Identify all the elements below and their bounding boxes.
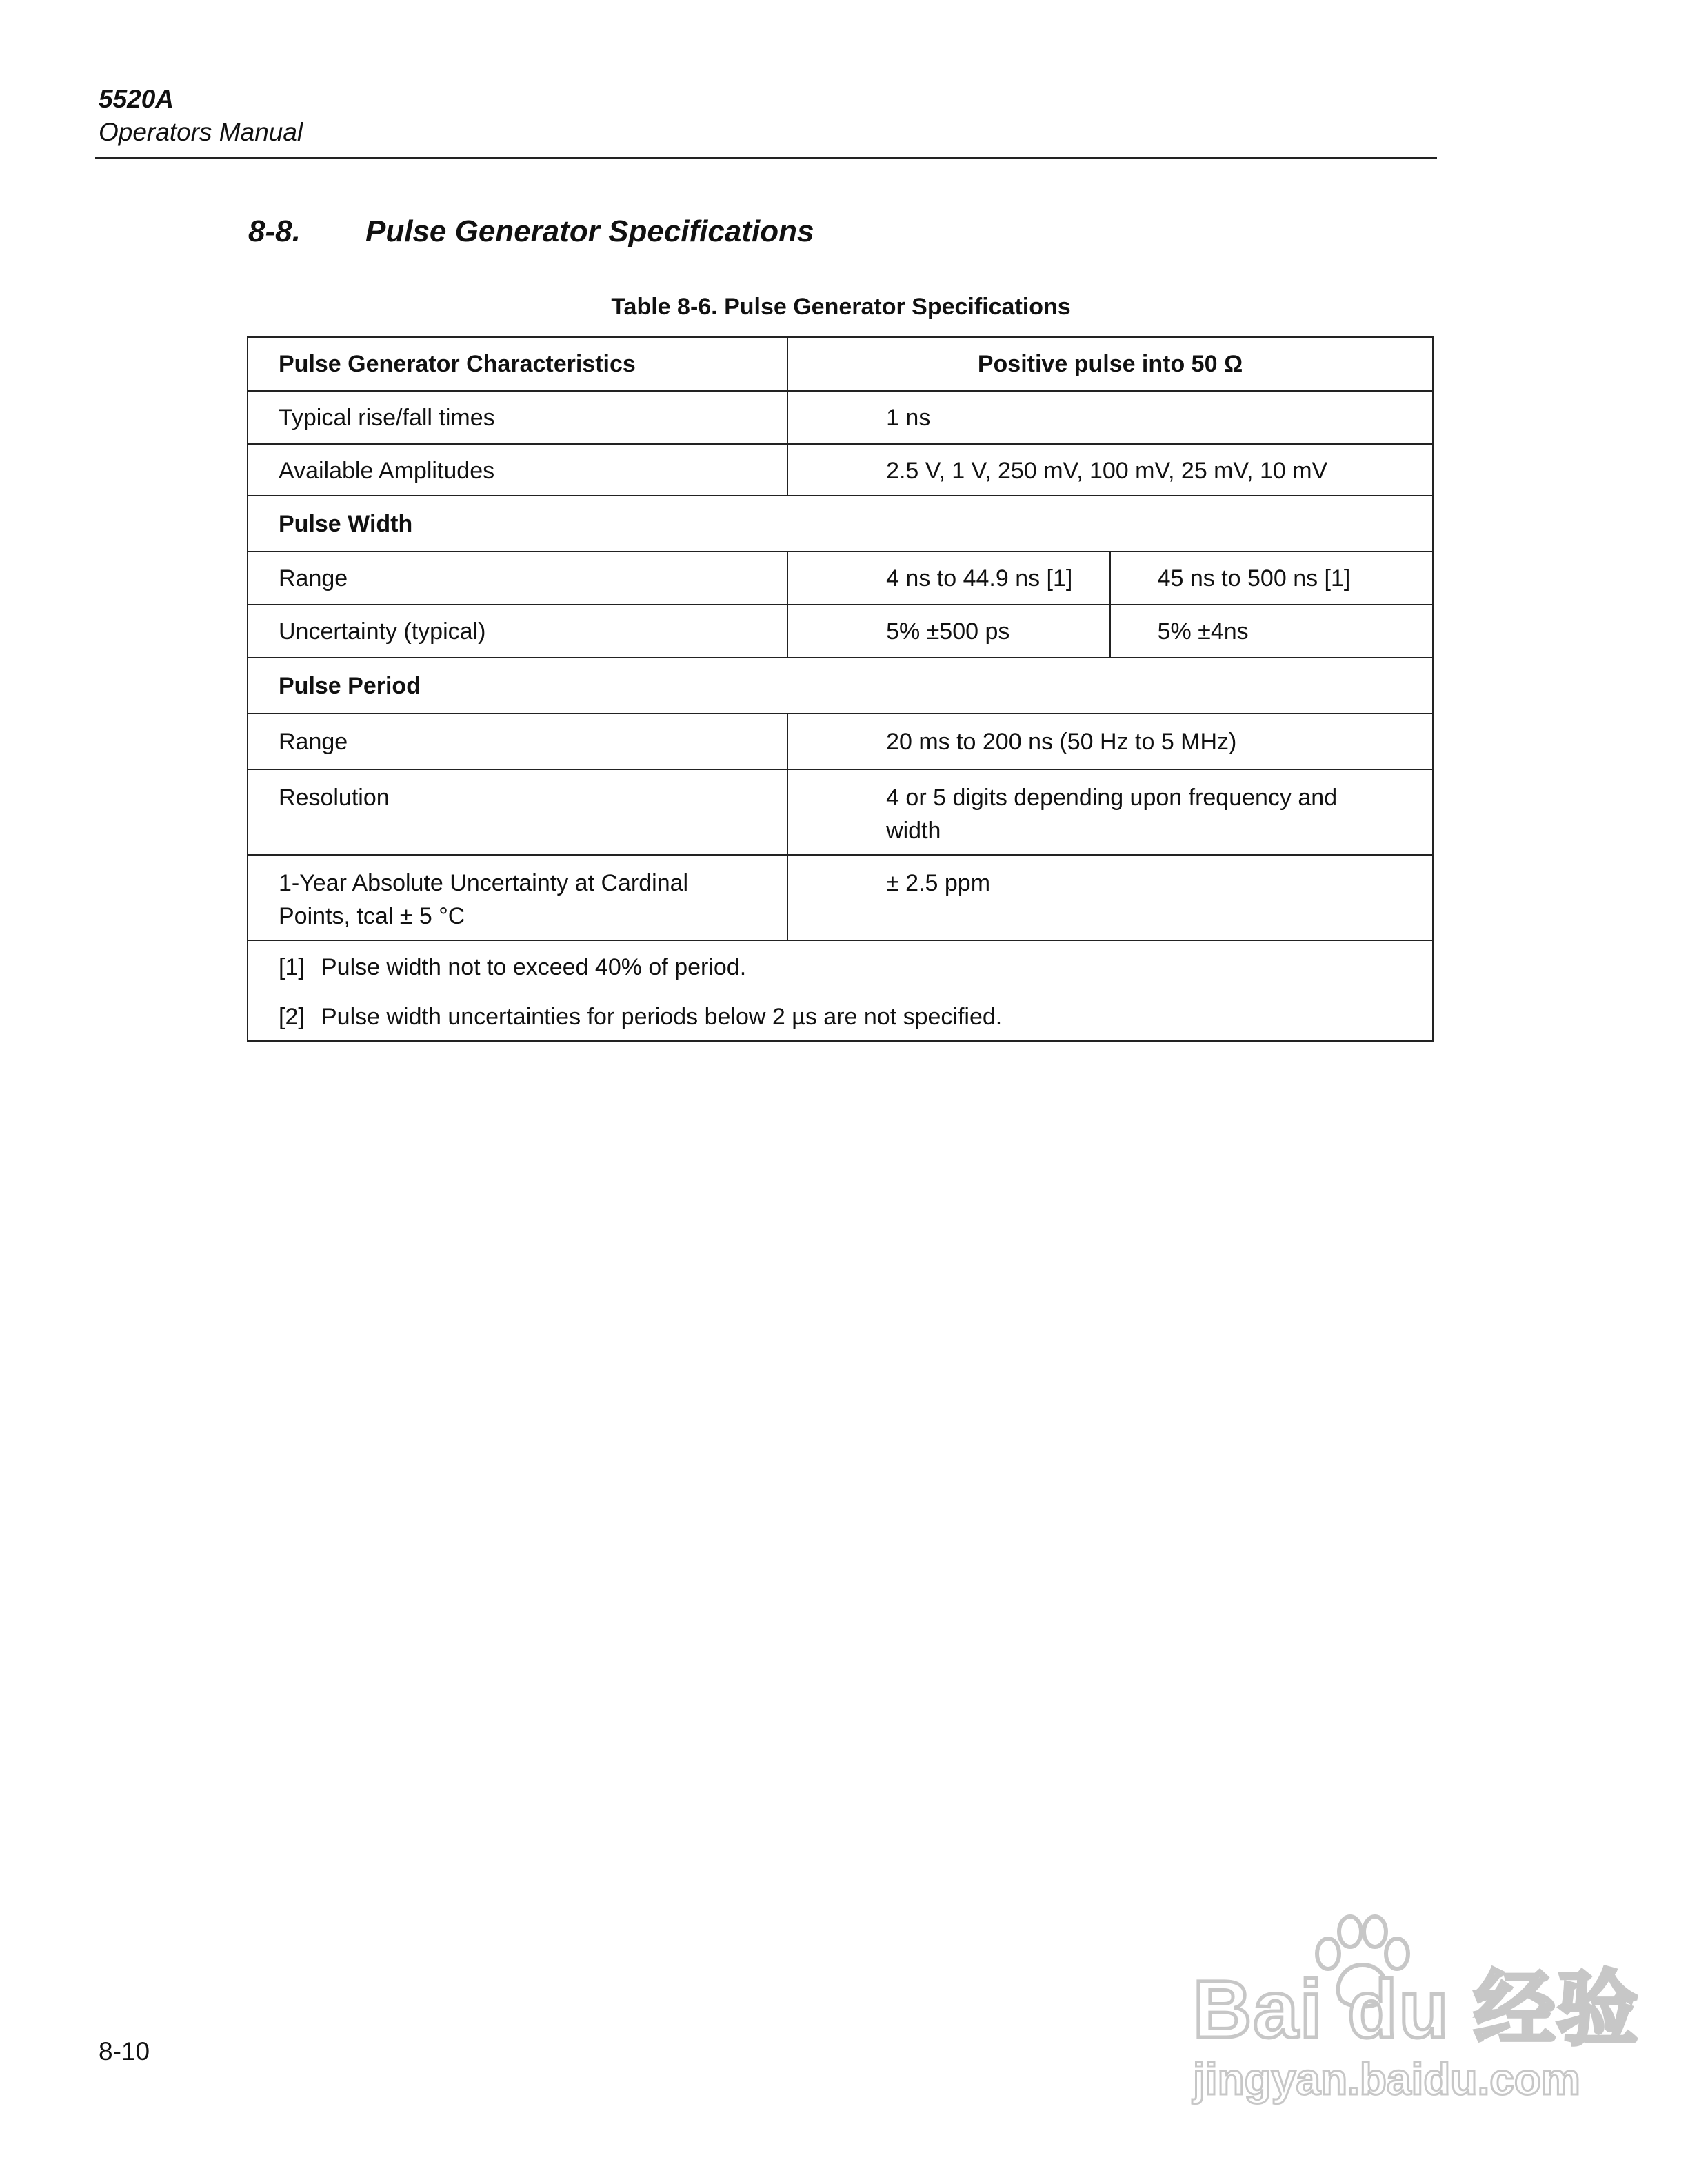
footnote-1 <box>279 951 1432 984</box>
pulse-period-heading: Pulse Period <box>248 658 1433 714</box>
footnote-2-text: Pulse width uncertainties for periods below 2 µs are not specified. <box>321 1004 1003 1030</box>
rise-fall-value: 1 ns <box>787 391 1433 445</box>
header-manual-title: Operators Manual <box>99 118 303 146</box>
table-notes-row <box>248 940 1433 1041</box>
pulse-width-range-a: 4 ns to 44.9 ns [1] <box>787 552 1110 605</box>
table-row <box>248 855 1433 940</box>
resolution-label: Resolution <box>248 769 787 855</box>
page-number: 8-10 <box>99 2037 150 2065</box>
pulse-period-range-value: 20 ms to 200 ns (50 Hz to 5 MHz) <box>787 714 1433 769</box>
spec-table <box>247 336 1434 1042</box>
footnote-1-tag: [1] <box>279 954 305 980</box>
table-header-row <box>248 337 1433 391</box>
watermark-brand: Bai du 经验 <box>1193 1964 1640 2055</box>
table-row <box>248 714 1433 769</box>
table-section-row <box>248 658 1433 714</box>
absolute-uncertainty-label-line-1: 1-Year Absolute Uncertainty at Cardinal <box>279 870 689 896</box>
footnote-2-tag: [2] <box>279 1004 305 1030</box>
header-model: 5520A <box>99 85 174 113</box>
baidu-watermark <box>1185 1911 1640 2118</box>
table-row <box>248 391 1433 445</box>
pulse-width-uncertainty-label: Uncertainty (typical) <box>248 605 787 658</box>
table-caption: Table 8-6. Pulse Generator Specifications <box>611 294 1071 320</box>
pulse-width-uncertainty-a: 5% ±500 ps <box>787 605 1110 658</box>
pulse-width-heading: Pulse Width <box>248 496 1433 552</box>
rise-fall-label: Typical rise/fall times <box>248 391 787 445</box>
table-notes <box>248 940 1433 1041</box>
section-number: 8-8. <box>248 214 301 248</box>
table-row <box>248 552 1433 605</box>
header-characteristics: Pulse Generator Characteristics <box>248 337 787 391</box>
pulse-width-uncertainty-b: 5% ±4ns <box>1110 605 1433 658</box>
amplitudes-value: 2.5 V, 1 V, 250 mV, 100 mV, 25 mV, 10 mV <box>787 444 1433 496</box>
absolute-uncertainty-label-line-2: Points, tcal ± 5 °C <box>279 903 465 929</box>
pulse-period-range-label: Range <box>248 714 787 769</box>
pulse-width-range-label: Range <box>248 552 787 605</box>
section-title: Pulse Generator Specifications <box>365 214 814 248</box>
absolute-uncertainty-value: ± 2.5 ppm <box>787 855 1433 940</box>
resolution-value-line-1: 4 or 5 digits depending upon frequency and <box>886 785 1338 811</box>
resolution-value <box>787 769 1433 855</box>
amplitudes-label: Available Amplitudes <box>248 444 787 496</box>
table-section-row <box>248 496 1433 552</box>
resolution-value-line-2: width <box>886 818 941 844</box>
table-row <box>248 444 1433 496</box>
absolute-uncertainty-label <box>248 855 787 940</box>
header-divider <box>95 157 1437 159</box>
watermark-url: jingyan.baidu.com <box>1193 2054 1580 2104</box>
section-heading <box>248 212 814 251</box>
footnote-1-text: Pulse width not to exceed 40% of period. <box>321 954 747 980</box>
footnote-2 <box>279 1000 1432 1033</box>
table-row <box>248 605 1433 658</box>
header-positive-pulse: Positive pulse into 50 Ω <box>787 337 1433 391</box>
table-row <box>248 769 1433 855</box>
pulse-width-range-b: 45 ns to 500 ns [1] <box>1110 552 1433 605</box>
